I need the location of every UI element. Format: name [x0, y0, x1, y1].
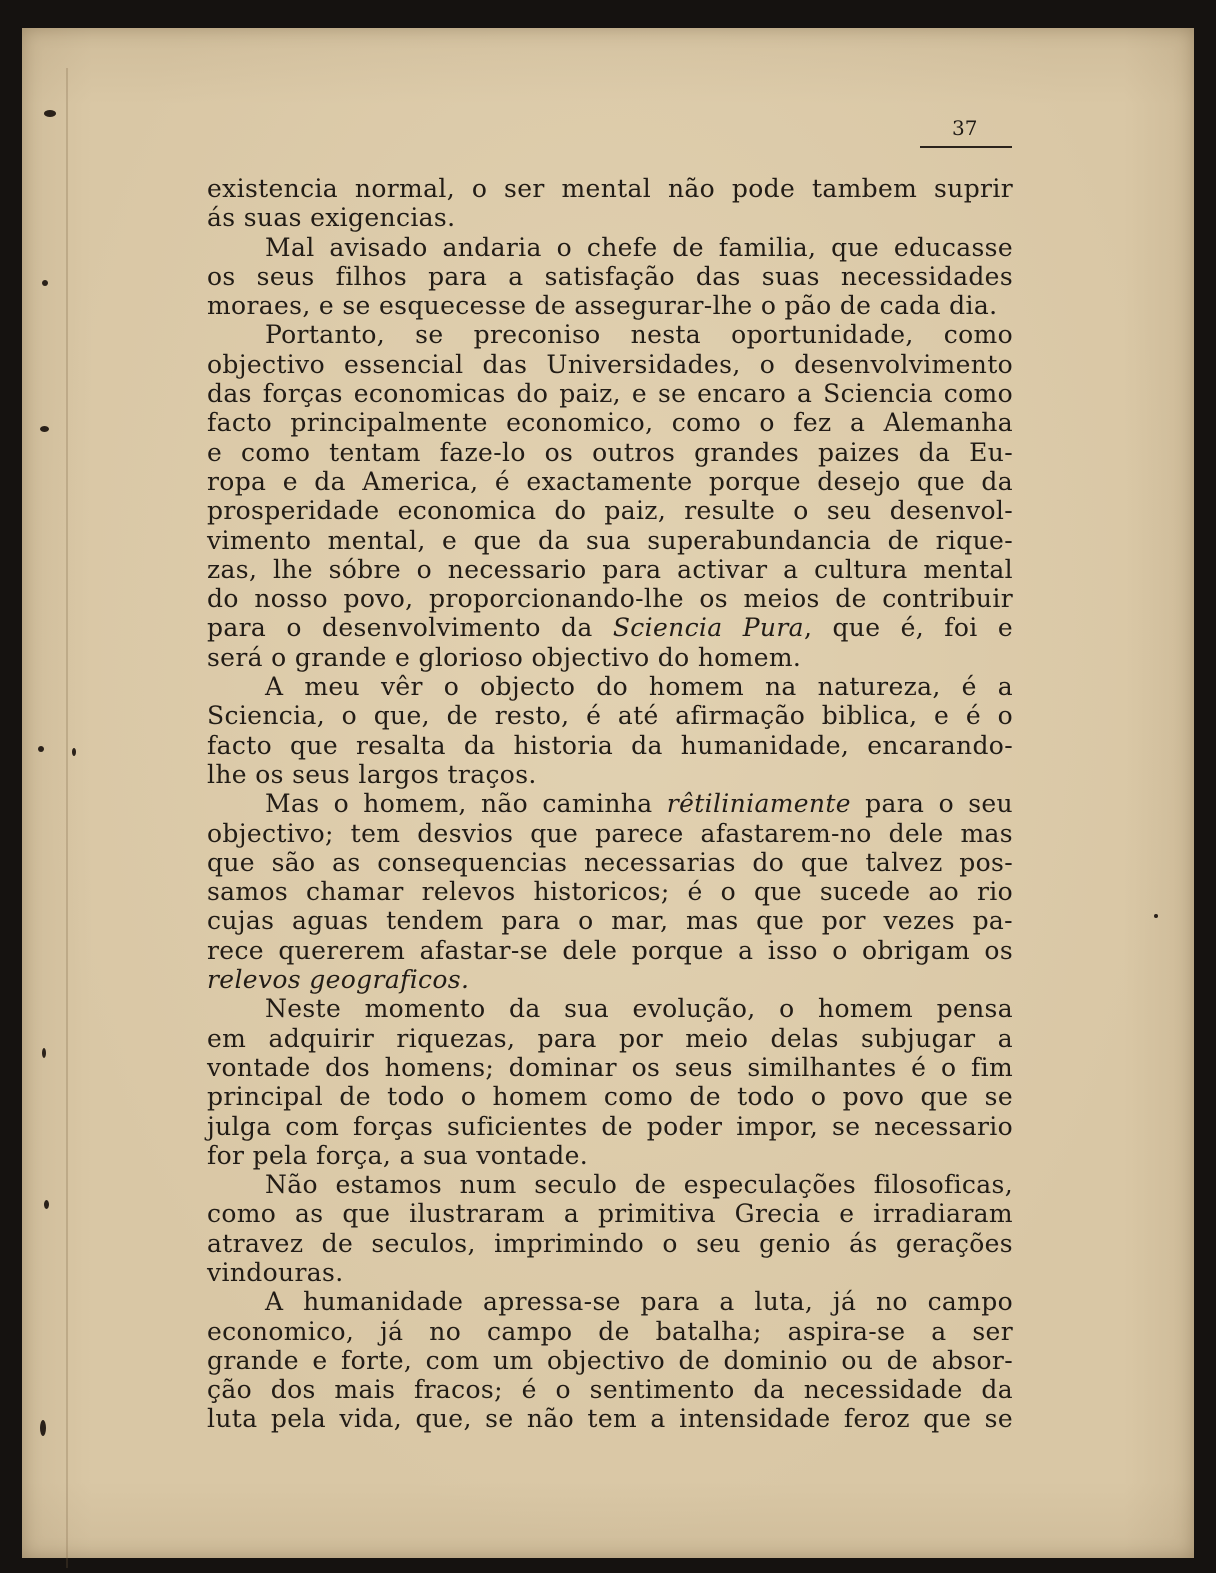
text-segment: samos chamar relevos historicos; é o que sucede ao rio: [207, 877, 1013, 907]
text-line: [207, 1287, 1013, 1316]
text-segment: zas, lhe sóbre o necessario para activar a cultura mental: [207, 554, 1013, 584]
text-line: [207, 1082, 1013, 1111]
text-segment: A meu vêr o objecto do homem na natureza, é a: [265, 672, 1013, 702]
text-segment: os seus filhos para a satisfação das suas necessidades: [207, 261, 1013, 291]
text-line: [207, 203, 1013, 232]
margin-speck: [1154, 914, 1158, 918]
text-segment: lhe os seus largos traços.: [207, 759, 537, 789]
text-segment: Não estamos num seculo de especulações filosoficas,: [265, 1170, 1013, 1200]
text-segment: facto principalmente economico, como o fez a Alemanha: [207, 408, 1013, 438]
text-line: [207, 760, 1013, 789]
text-segment: e como tentam faze-lo os outros grandes paizes da Eu-: [207, 437, 1013, 467]
text-line: [207, 1229, 1013, 1258]
text-segment: Mas o homem, não caminha: [265, 789, 667, 819]
text-segment: prosperidade economica do paiz, resulte o seu desenvol-: [207, 496, 1013, 526]
text-segment: ropa e da America, é exactamente porque desejo que da: [207, 466, 1013, 496]
italic-text: rêtiliniamente: [666, 789, 851, 819]
text-segment: atravez de seculos, imprimindo o seu genio ás gerações: [207, 1228, 1013, 1258]
text-line: [207, 496, 1013, 525]
text-segment: que são as consequencias necessarias do que talvez pos-: [207, 847, 1013, 877]
italic-text: relevos geograficos.: [207, 965, 470, 995]
text-line: [207, 994, 1013, 1023]
text-line: [207, 701, 1013, 730]
text-line: [207, 936, 1013, 965]
book-page: [22, 28, 1194, 1558]
margin-speck: [44, 110, 56, 117]
margin-speck: [72, 748, 76, 756]
text-segment: economico, já no campo de batalha; aspira-se a ser: [207, 1316, 1013, 1346]
text-line: [207, 233, 1013, 262]
text-line: [207, 789, 1013, 818]
text-line: [207, 643, 1013, 672]
text-line: [207, 262, 1013, 291]
text-line: [207, 1317, 1013, 1346]
text-segment: luta pela vida, que, se não tem a intensidade feroz que se: [207, 1404, 1013, 1434]
text-line: [207, 1258, 1013, 1287]
margin-speck: [40, 426, 49, 432]
margin-speck: [40, 1420, 46, 1436]
text-segment: Portanto, se preconiso nesta oportunidade, como: [265, 320, 1013, 350]
margin-speck: [42, 1048, 46, 1058]
text-segment: Neste momento da sua evolução, o homem pensa: [265, 994, 1013, 1024]
text-line: [207, 672, 1013, 701]
text-segment: cujas aguas tendem para o mar, mas que por vezes pa-: [207, 906, 1013, 936]
text-segment: para o desenvolvimento da: [207, 613, 613, 643]
text-line: [207, 731, 1013, 760]
text-segment: grande e forte, com um objectivo de dominio ou de absor-: [207, 1345, 1013, 1375]
body-text: [207, 174, 1013, 1434]
text-line: [207, 1404, 1013, 1433]
text-line: [207, 1346, 1013, 1375]
page-number-rule: [920, 146, 1012, 148]
text-segment: facto que resalta da historia da humanidade, encarando-: [207, 730, 1013, 760]
text-line: [207, 408, 1013, 437]
text-line: [207, 379, 1013, 408]
margin-speck: [42, 280, 48, 286]
text-segment: for pela força, a sua vontade.: [207, 1140, 589, 1170]
text-line: [207, 555, 1013, 584]
text-segment: vontade dos homens; dominar os seus similhantes é o fim: [207, 1052, 1013, 1082]
margin-speck: [38, 746, 44, 752]
text-line: [207, 906, 1013, 935]
text-segment: vindouras.: [207, 1257, 344, 1287]
text-line: [207, 1375, 1013, 1404]
text-segment: do nosso povo, proporcionando-lhe os meios de contribuir: [207, 584, 1013, 614]
text-segment: moraes, e se esquecesse de assegurar-lhe o pão de cada dia.: [207, 291, 998, 321]
text-segment: como as que ilustraram a primitiva Grecia e irradiaram: [207, 1199, 1013, 1229]
text-line: [207, 174, 1013, 203]
text-segment: , que é, foi e: [803, 613, 1013, 643]
text-line: [207, 1170, 1013, 1199]
text-segment: será o grande e glorioso objectivo do homem.: [207, 642, 802, 672]
text-segment: ás suas exigencias.: [207, 203, 456, 233]
text-segment: rece quererem afastar-se dele porque a isso o obrigam os: [207, 935, 1013, 965]
text-line: [207, 819, 1013, 848]
text-line: [207, 965, 1013, 994]
text-line: [207, 1141, 1013, 1170]
text-line: [207, 438, 1013, 467]
text-line: [207, 613, 1013, 642]
text-line: [207, 1053, 1013, 1082]
text-segment: em adquirir riquezas, para por meio delas subjugar a: [207, 1023, 1013, 1053]
text-line: [207, 320, 1013, 349]
text-line: [207, 1024, 1013, 1053]
text-segment: para o seu: [850, 789, 1014, 819]
text-line: [207, 526, 1013, 555]
text-segment: das forças economicas do paiz, e se encaro a Sciencia como: [207, 379, 1013, 409]
text-segment: objectivo; tem desvios que parece afastarem-no dele mas: [207, 818, 1013, 848]
text-segment: principal de todo o homem como de todo o povo que se: [207, 1082, 1013, 1112]
text-line: [207, 467, 1013, 496]
text-segment: A humanidade apressa-se para a luta, já no campo: [265, 1287, 1013, 1317]
text-line: [207, 1112, 1013, 1141]
text-segment: Mal avisado andaria o chefe de familia, que educasse: [265, 232, 1013, 262]
page-number: 37: [952, 116, 978, 140]
text-segment: existencia normal, o ser mental não pode tambem suprir: [207, 174, 1013, 203]
binding-shadow: [66, 68, 68, 1568]
text-segment: ção dos mais fracos; é o sentimento da necessidade da: [207, 1375, 1013, 1405]
text-line: [207, 877, 1013, 906]
text-segment: Sciencia, o que, de resto, é até afirmação biblica, e é o: [207, 701, 1013, 731]
text-segment: objectivo essencial das Universidades, o desenvolvimento: [207, 349, 1013, 379]
text-segment: julga com forças suficientes de poder impor, se necessario: [207, 1111, 1013, 1141]
text-line: [207, 848, 1013, 877]
text-line: [207, 291, 1013, 320]
text-line: [207, 584, 1013, 613]
margin-speck: [44, 1200, 49, 1209]
text-segment: vimento mental, e que da sua superabundancia de rique-: [207, 525, 1013, 555]
italic-text: Sciencia Pura: [612, 613, 804, 643]
text-line: [207, 350, 1013, 379]
text-line: [207, 1199, 1013, 1228]
